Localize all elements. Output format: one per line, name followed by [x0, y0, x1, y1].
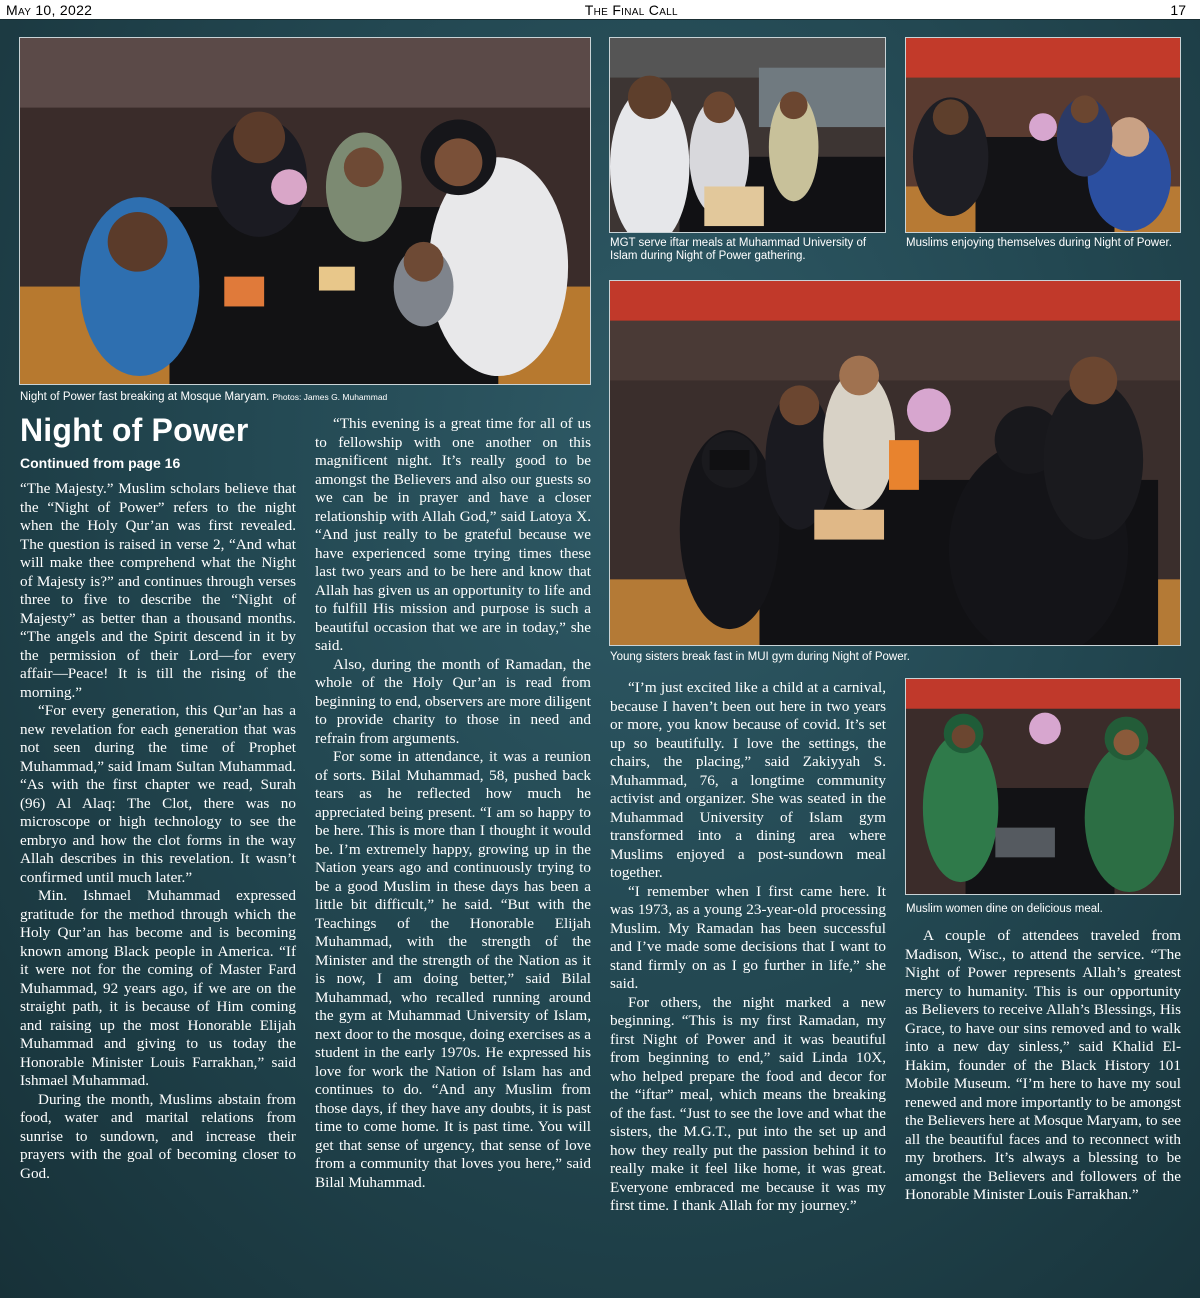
- paragraph: For others, the night marked a new beginning. “This is my first Ramadan, my first Night of Power and it was beautiful from beginning to end,” said Linda 10X, who helped prepare the food and decor for the “iftar” meal, which means the breaking of the fast. “Just to see the love and what the sisters, the M.G.T., put into the set up and how they really put the passion behind it to really make it feel like home, it was great. Everyone embraced me because it was my first time. I thank Allah for my journey.”: [610, 993, 886, 1214]
- paragraph: Min. Ishmael Muhammad expressed gratitude for the method through which the Holy Qur’an has become and is becoming known among Black people in America. “If it were not for the coming of Master Fard Muhammad, 92 years ago, if we are on the straight path, it is because of Him coming and raising up the most Honorable Elijah Muhammad and giving to us today the Honorable Minister Louis Farrakhan,” said Ishmael Muhammad.: [20, 887, 296, 1089]
- caption-main-photo: [20, 391, 590, 404]
- article-column-3: [610, 679, 886, 1216]
- paragraph: “I’m just excited like a child at a carnival, because I haven’t been out here in two years or more, you know because of covid. It’s set up so beautifully. I love the settings, the chairs, the placing,” said Zakiyyah S. Muhammad, 76, a longtime community activist and organizer. She was seated in the Muhammad University of Islam gym transformed into a dining area where Muslims enjoyed a post-sundown meal together.: [610, 679, 886, 881]
- article-column-4: [905, 927, 1181, 1205]
- header-rule: [0, 19, 1200, 20]
- paragraph: For some in attendance, it was a reunion of sorts. Bilal Muhammad, 58, pushed back tears as he reflected how much he appreciated being present. “I am so happy to be here. This is more than I thought it would be. I’m extremely happy, growing up in the Nation years ago and continuously trying to be a good Muslim in these days has been a little bit difficult,” he said. “But with the Teachings of the Honorable Elijah Muhammad, with the strength of the Minister and the strength of the Nation as it is now, I am doing better,” said Bilal Muhammad, who recalled running around the gym at Muhammad University of Islam, next door to the mosque, doing exercises as a student in the early 1970s. He expressed his love for work the Nation of Islam has and continues to do. “And any Muslim from those days, if they have any doubts, it is past time to come home. It is past time. You will get that sense of urgency, that sense of love from a community that loves you here,” said Bilal Muhammad.: [315, 748, 591, 1191]
- photo-young-sisters-break-fast: [609, 280, 1181, 646]
- caption-main-text: Night of Power fast breaking at Mosque Maryam.: [20, 391, 270, 403]
- article-headline: Night of Power: [20, 412, 249, 448]
- page-header: [0, 0, 1200, 19]
- issue-date: May 10, 2022: [6, 1, 93, 18]
- paragraph: A couple of attendees traveled from Madison, Wisc., to attend the service. “The Night of Power represents Allah’s greatest mercy to humanity. This is our opportunity as Believers to receive Allah’s Blessings, His Grace, to have our sins removed and to walk into a new day sinless,” said Khalid El-Hakim, founder of the Black History 101 Mobile Museum. “I’m here to have my soul renewed and more importantly to be amongst the Believers here at Mosque Maryam, to see all the beautiful faces and to reconnect with my brothers. It’s always a blessing to be amongst the Believers and followers of the Honorable Minister Louis Farrakhan.”: [905, 927, 1181, 1203]
- page-number: 17: [1170, 1, 1186, 18]
- paragraph: Also, during the month of Ramadan, the whole of the Holy Qur’an is read from beginning to end, observers are more diligent to provide charity to those in need and refrain from arguments.: [315, 655, 591, 747]
- caption-enjoying-photo: Muslims enjoying themselves during Night of Power.: [906, 237, 1172, 249]
- photo-mgt-serve-iftar: [609, 37, 886, 233]
- photo-fast-breaking-mosque-maryam: [19, 37, 591, 385]
- continued-from-label: Continued from page 16: [20, 455, 181, 471]
- caption-women-dine-photo: Muslim women dine on delicious meal.: [906, 903, 1103, 915]
- newspaper-name: The Final Call: [584, 1, 678, 18]
- paragraph: “For every generation, this Qur’an has a new revelation for each generation that was not seen during the time of Prophet Muhammad,” said Imam Sultan Muhammad. “As with the first chapter we read, Surah (96) Al Alaq: The Clot, there was no microscope or high technology to see the embryo and how the clot forms in the way Allah describes in this revelation. It wasn’t confirmed until much later.”: [20, 702, 296, 886]
- photo-credit: Photos: James G. Muhammad: [272, 392, 388, 402]
- article-column-2: [315, 415, 591, 1192]
- paragraph: “The Majesty.” Muslim scholars believe that the “Night of Power” refers to the night when the Holy Qur’an was first revealed. The question is raised in verse 2, “And what will make thee comprehend what the Night of Majesty is?” and continues through verses three to five to describe the “Night of Majesty” as better than a thousand months. “The angels and the Spirit descend in it by the permission of their Lord—for every affair—Peace! It is till the rising of the morning.”: [20, 480, 296, 701]
- caption-young-sisters-photo: Young sisters break fast in MUI gym during Night of Power.: [610, 651, 910, 663]
- photo-muslim-women-dine: [905, 678, 1181, 895]
- paragraph: “This evening is a great time for all of us to fellowship with one another on this magnificent night. It’s really good to be amongst the Believers and also our guests so we can be in prayer and have a closer relationship with Allah God,” said Latoya X. “And just really to be grateful because we have experienced some trying times these last two years and to be here and know that Allah has given us an opportunity to life and to fulfill His mission and purpose is such a beautiful occasion that we are in today,” she said.: [315, 415, 591, 654]
- paragraph: During the month, Muslims abstain from food, water and marital relations from sunrise to sundown, and increase their prayers with the goal of becoming closer to God.: [20, 1090, 296, 1182]
- article-column-1: [20, 480, 296, 1183]
- paragraph: “I remember when I first came here. It was 1973, as a young 23-year-old processing Muslim. My Ramadan has been successful and I’ve made some decisions that I want to stand firmly on as I go further in life,” she said.: [610, 882, 886, 992]
- caption-mgt-photo: MGT serve iftar meals at Muhammad University of Islam during Night of Power gathering.: [610, 237, 867, 262]
- photo-muslims-enjoying: [905, 37, 1181, 233]
